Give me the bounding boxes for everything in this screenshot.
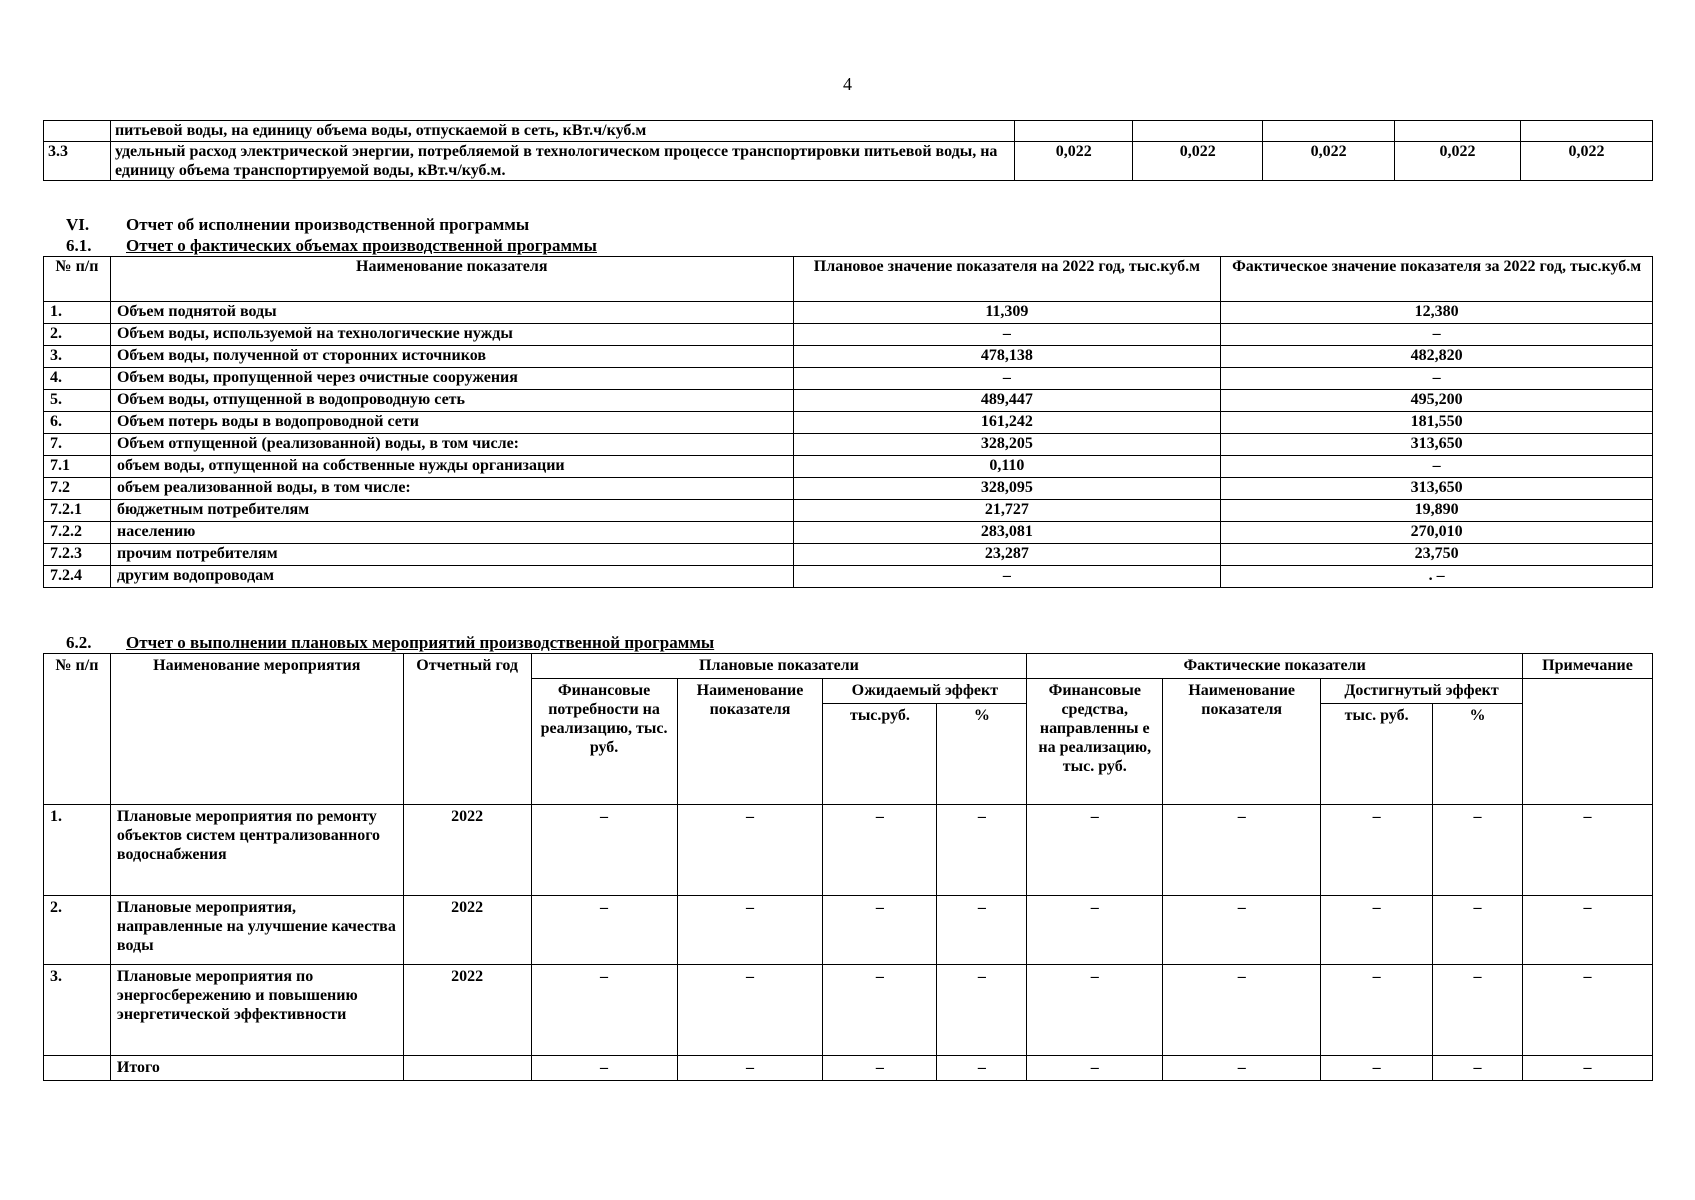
cell-plan: – [793, 368, 1221, 390]
cell-fact: – [1221, 456, 1653, 478]
cell-value: – [1433, 965, 1523, 1056]
cell-plan: 328,205 [793, 434, 1221, 456]
cell-name: Плановые мероприятия по энергосбережению и повышению энергетической эффективности [110, 965, 403, 1056]
cell-plan: 21,727 [793, 500, 1221, 522]
cell-num: 7. [44, 434, 111, 456]
cell-num: 6. [44, 412, 111, 434]
cell-plan: 489,447 [793, 390, 1221, 412]
cell-fact: 19,890 [1221, 500, 1653, 522]
cell-value: – [937, 965, 1027, 1056]
cell-value: – [1321, 896, 1433, 965]
section-6-2-heading: 6.2. Отчет о выполнении плановых мероприятий производственной программы [66, 633, 715, 652]
value-cell: 0,022 [1263, 142, 1395, 181]
table-header-row [44, 654, 1653, 679]
table-row [44, 456, 1653, 478]
measures-table [43, 653, 1653, 1081]
header-plan-ind: Наименование показателя [677, 679, 823, 805]
cell-value: – [1433, 896, 1523, 965]
cell-name: Объем потерь воды в водопроводной сети [110, 412, 793, 434]
header-fact: Фактическое значение показателя за 2022 год, тыс.куб.м [1221, 257, 1653, 302]
cell-value: – [1321, 965, 1433, 1056]
cell-value: – [1027, 896, 1163, 965]
cell-plan: 11,309 [793, 302, 1221, 324]
header-plan-fin: Финансовые потребности на реализацию, тыс. руб. [531, 679, 677, 805]
table-row [44, 896, 1653, 965]
cell-value: – [1522, 1056, 1652, 1081]
cell-fact: 495,200 [1221, 390, 1653, 412]
cell-value: – [1433, 1056, 1523, 1081]
cell-fact: 313,650 [1221, 478, 1653, 500]
header-plan-pct: % [937, 704, 1027, 805]
value-cell: 0,022 [1521, 142, 1653, 181]
cell-value: – [1163, 965, 1321, 1056]
cell-value: – [531, 805, 677, 896]
cell-plan: – [793, 324, 1221, 346]
header-plan: Плановое значение показателя на 2022 год, тыс.куб.м [793, 257, 1221, 302]
cell-value: – [823, 1056, 937, 1081]
cell-fact: 12,380 [1221, 302, 1653, 324]
header-num: № п/п [44, 257, 111, 302]
cell-num: 7.2.4 [44, 566, 111, 588]
cell-name: Объем воды, полученной от сторонних источников [110, 346, 793, 368]
cell-fact: 23,750 [1221, 544, 1653, 566]
cell-value: – [1163, 1056, 1321, 1081]
cell-value: – [1321, 805, 1433, 896]
header-fact-group: Фактические показатели [1027, 654, 1523, 679]
cell-name: бюджетным потребителям [110, 500, 793, 522]
table-row [44, 302, 1653, 324]
cell-value: – [937, 805, 1027, 896]
cell-value: – [677, 1056, 823, 1081]
table-header-row [44, 257, 1653, 302]
cell-value: – [823, 896, 937, 965]
cell-num: 7.1 [44, 456, 111, 478]
cell-value: – [1522, 805, 1652, 896]
cell-fact: . – [1221, 566, 1653, 588]
cell-name: Плановые мероприятия, направленные на улучшение качества воды [110, 896, 403, 965]
cell-num: 2. [44, 896, 111, 965]
header-num: № п/п [44, 654, 111, 805]
cell-fact: 270,010 [1221, 522, 1653, 544]
cell-name: другим водопроводам [110, 566, 793, 588]
header-fact-fin: Финансовые средства, направленны е на реализацию, тыс. руб. [1027, 679, 1163, 805]
table-row [44, 965, 1653, 1056]
table-row [44, 346, 1653, 368]
cell-name: объем воды, отпущенной на собственные нужды организации [110, 456, 793, 478]
cell-fact: – [1221, 324, 1653, 346]
value-cell: 0,022 [1133, 142, 1263, 181]
header-name: Наименование мероприятия [110, 654, 403, 805]
table-row [44, 544, 1653, 566]
cell-value: – [677, 965, 823, 1056]
table-row [44, 478, 1653, 500]
cell-num: 3. [44, 346, 111, 368]
cell-num: 4. [44, 368, 111, 390]
measures-table-body [44, 805, 1653, 1081]
cell-value: – [1027, 1056, 1163, 1081]
cell-name: Объем воды, отпущенной в водопроводную сеть [110, 390, 793, 412]
cell-year: 2022 [403, 805, 531, 896]
cell-value: – [1027, 965, 1163, 1056]
cell-fact: 181,550 [1221, 412, 1653, 434]
cell-value: – [1163, 805, 1321, 896]
cell-value: – [677, 896, 823, 965]
cell-value: – [823, 965, 937, 1056]
cell-name: Объем поднятой воды [110, 302, 793, 324]
section-6-1-heading: 6.1. Отчет о фактических объемах производственной программы [66, 236, 597, 255]
row-num: 3.3 [44, 142, 111, 181]
cell-name: Объем воды, пропущенной через очистные сооружения [110, 368, 793, 390]
value-cell: 0,022 [1395, 142, 1521, 181]
total-label: Итого [110, 1056, 403, 1081]
cell-plan: 23,287 [793, 544, 1221, 566]
header-fact-effect: Достигнутый эффект [1321, 679, 1523, 704]
cell-num: 7.2.1 [44, 500, 111, 522]
page-number: 4 [843, 74, 852, 94]
cell-name: Объем отпущенной (реализованной) воды, в том числе: [110, 434, 793, 456]
cell-plan: 478,138 [793, 346, 1221, 368]
cell-value: – [1522, 896, 1652, 965]
cell-value: – [1522, 965, 1652, 1056]
cell-plan: 283,081 [793, 522, 1221, 544]
cell-fact: 313,650 [1221, 434, 1653, 456]
table-row [44, 390, 1653, 412]
cell-num: 3. [44, 965, 111, 1056]
header-plan-rub: тыс.руб. [823, 704, 937, 805]
cell-plan: – [793, 566, 1221, 588]
table-row [44, 500, 1653, 522]
header-plan-group: Плановые показатели [531, 654, 1027, 679]
table-row [44, 522, 1653, 544]
cell-value: – [1163, 896, 1321, 965]
header-fact-pct: % [1433, 704, 1523, 805]
top-table [43, 120, 1653, 181]
cell-value: – [1321, 1056, 1433, 1081]
cell-name: прочим потребителям [110, 544, 793, 566]
table-row [44, 434, 1653, 456]
section-6-heading: VI. Отчет об исполнении производственной программы [66, 215, 530, 234]
cell-value: – [823, 805, 937, 896]
cell-value: – [531, 896, 677, 965]
table-row [44, 368, 1653, 390]
table-row [44, 324, 1653, 346]
header-note: Примечание [1522, 654, 1652, 679]
cell-plan: 0,110 [793, 456, 1221, 478]
table-row [44, 142, 1653, 181]
cell-value: – [531, 965, 677, 1056]
cell-num: 7.2 [44, 478, 111, 500]
cell-value: – [677, 805, 823, 896]
value-cell: 0,022 [1015, 142, 1133, 181]
cell-num: 1. [44, 302, 111, 324]
header-plan-effect: Ожидаемый эффект [823, 679, 1027, 704]
cell-num: 7.2.3 [44, 544, 111, 566]
cell-name: Плановые мероприятия по ремонту объектов систем централизованного водоснабжения [110, 805, 403, 896]
cell-value: – [1027, 805, 1163, 896]
table-row [44, 805, 1653, 896]
header-fact-rub: тыс. руб. [1321, 704, 1433, 805]
header-name: Наименование показателя [110, 257, 793, 302]
cell-num: 5. [44, 390, 111, 412]
cell-num: 2. [44, 324, 111, 346]
cell-value: – [531, 1056, 677, 1081]
row-text: удельный расход электрической энергии, потребляемой в технологическом процессе транспортировки питьевой воды, на единицу объема транспортируемой воды, кВт.ч/куб.м. [110, 142, 1014, 181]
cell-fact: 482,820 [1221, 346, 1653, 368]
row-text: питьевой воды, на единицу объема воды, отпускаемой в сеть, кВт.ч/куб.м [110, 121, 1014, 142]
cell-year: 2022 [403, 896, 531, 965]
cell-value: – [1433, 805, 1523, 896]
cell-num: 7.2.2 [44, 522, 111, 544]
cell-name: населению [110, 522, 793, 544]
cell-plan: 328,095 [793, 478, 1221, 500]
cell-num: 1. [44, 805, 111, 896]
cell-value: – [937, 896, 1027, 965]
volumes-table-body [44, 302, 1653, 588]
table-row [44, 121, 1653, 142]
cell-year: 2022 [403, 965, 531, 1056]
header-fact-ind: Наименование показателя [1163, 679, 1321, 805]
cell-fact: – [1221, 368, 1653, 390]
volumes-table [43, 256, 1653, 588]
total-row [44, 1056, 1653, 1081]
cell-value: – [937, 1056, 1027, 1081]
table-row [44, 412, 1653, 434]
header-year: Отчетный год [403, 654, 531, 805]
cell-name: Объем воды, используемой на технологические нужды [110, 324, 793, 346]
table-row [44, 566, 1653, 588]
cell-name: объем реализованной воды, в том числе: [110, 478, 793, 500]
cell-plan: 161,242 [793, 412, 1221, 434]
